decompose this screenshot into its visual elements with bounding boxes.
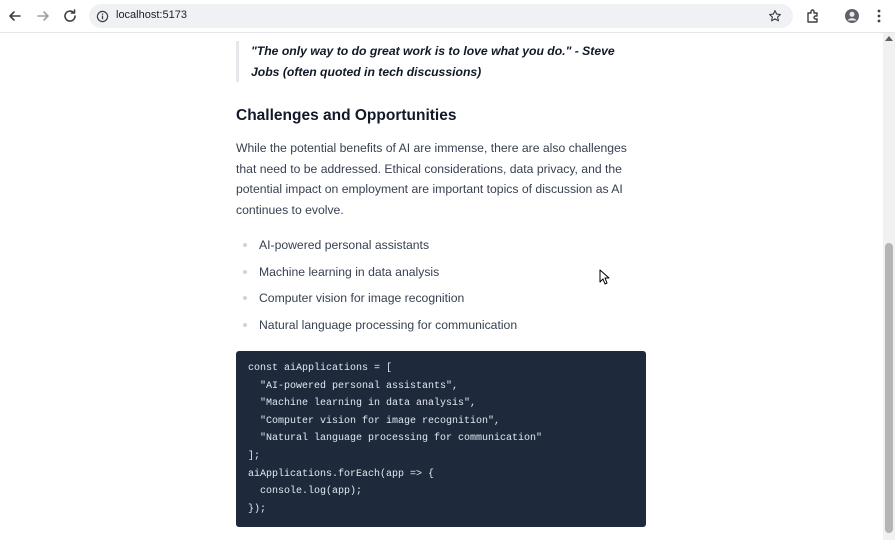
code-line: "Computer vision for image recognition", xyxy=(248,415,501,427)
star-icon[interactable] xyxy=(767,8,783,24)
list-item-text: Natural language processing for communication xyxy=(259,317,518,332)
ai-applications-list xyxy=(236,235,646,341)
mouse-pointer-icon xyxy=(599,269,611,285)
scroll-up-arrow-icon[interactable] xyxy=(885,36,893,41)
back-button[interactable] xyxy=(1,2,29,30)
browser-menu-button[interactable] xyxy=(865,2,893,30)
code-line: aiApplications.forEach(app => { xyxy=(248,468,435,480)
page-scrollbar[interactable] xyxy=(883,33,895,540)
code-block xyxy=(236,351,646,527)
body-paragraph: While the potential benefits of AI are immense, there are also challenges that need to be addressed. Ethical considerations, data privacy, and the potential impact on employment are important topics of discussion as AI continues to evolve. xyxy=(236,141,627,217)
list-item xyxy=(236,288,646,315)
code-line: console.log(app); xyxy=(248,486,363,498)
forward-button[interactable] xyxy=(29,2,57,30)
code-line: "Machine learning in data analysis", xyxy=(248,398,477,410)
extensions-button[interactable] xyxy=(799,2,827,30)
list-item-text: AI-powered personal assistants xyxy=(259,238,430,252)
code-line: ]; xyxy=(248,450,261,462)
address-bar[interactable] xyxy=(89,4,793,28)
bullet-icon xyxy=(243,323,247,327)
code-line: "AI-powered personal assistants", xyxy=(248,380,459,392)
list-item xyxy=(236,262,646,289)
kebab-menu-icon xyxy=(871,8,887,24)
bullet-icon xyxy=(243,296,247,300)
avatar-icon xyxy=(844,8,860,24)
scrollbar-thumb[interactable] xyxy=(885,243,893,533)
browser-toolbar xyxy=(0,0,895,33)
code-line: const aiApplications = [ xyxy=(248,363,393,374)
info-icon[interactable] xyxy=(95,9,109,23)
code-line: "Natural language processing for communication" xyxy=(248,433,543,445)
reload-icon xyxy=(62,8,78,24)
blockquote: "The only way to do great work is to love what you do." - Steve Jobs (often quoted in tech discussions) xyxy=(236,41,646,82)
reload-button[interactable] xyxy=(56,2,84,30)
url-text[interactable]: localhost:5173 xyxy=(116,9,187,21)
list-item-text: Computer vision for image recognition xyxy=(259,291,465,305)
list-item xyxy=(236,235,646,262)
list-item xyxy=(236,315,646,342)
bullet-icon xyxy=(243,270,247,274)
arrow-right-icon xyxy=(35,8,51,24)
arrow-left-icon xyxy=(7,8,23,24)
section-heading: Challenges and Opportunities xyxy=(236,107,457,124)
list-item-text: Machine learning in data analysis xyxy=(259,264,440,279)
profile-button[interactable] xyxy=(838,2,866,30)
puzzle-icon xyxy=(805,8,821,24)
code-line: }); xyxy=(248,503,267,515)
bullet-icon xyxy=(243,243,247,247)
